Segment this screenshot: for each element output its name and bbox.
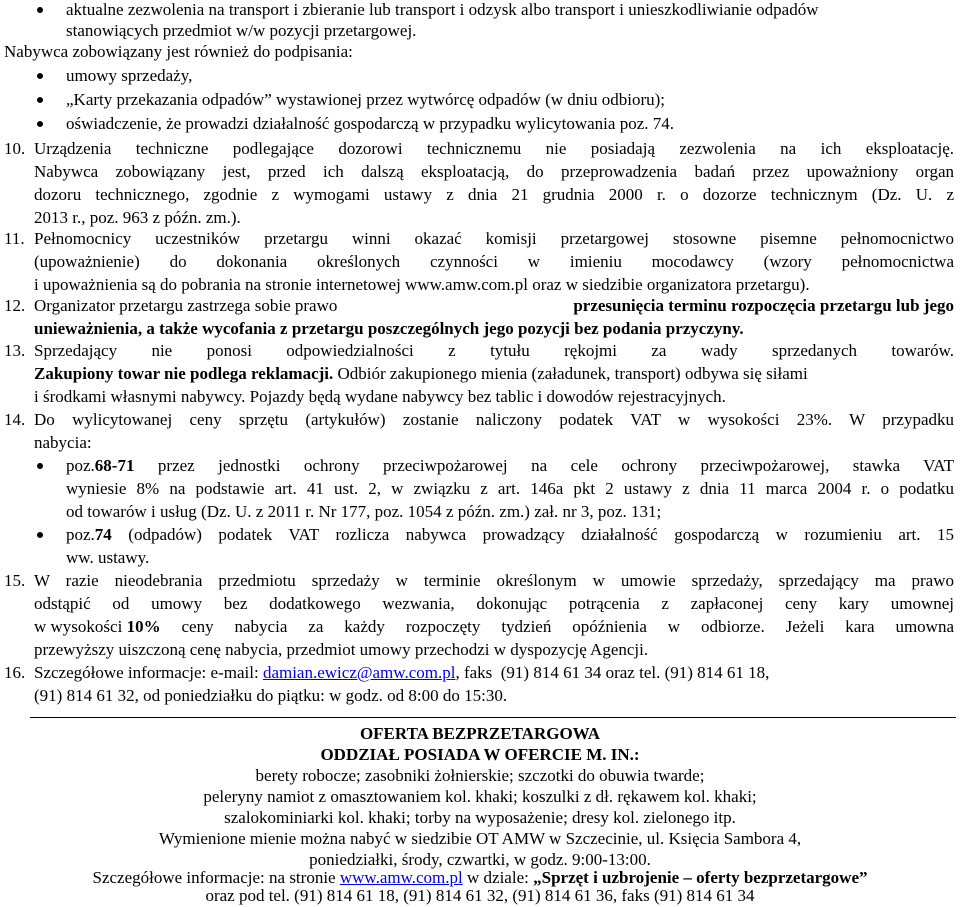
footer-subtitle: ODDZIAŁ POSIADA W OFERCIE M. IN.: xyxy=(320,745,640,764)
bullet-icon xyxy=(37,463,43,469)
vat-item-line xyxy=(66,456,954,477)
paragraph-number: 14. xyxy=(4,410,26,429)
paragraph-10-line: dozoru technicznego, zgodnie z wymogami ustawy z dnia 21 grudnia 2000 r. o dozorze technicznym (Dz. U. z xyxy=(34,185,954,204)
paragraph-11-line: i upoważnienia są do pobrania na stronie internetowej www.amw.com.pl oraz w siedzibie organizatora przetargu). xyxy=(34,275,810,294)
paragraph-16-line: (91) 814 61 32, od poniedziałku do piątku: w godz. od 8:00 do 15:30. xyxy=(34,686,508,705)
intro-text: Nabywca zobowiązany jest również do podpisania: xyxy=(4,42,353,61)
paragraph-13-line: i środkami własnymi nabywcy. Pojazdy będą wydane nabywcy bez tablic i dowodów rejestracyjnych. xyxy=(34,387,726,406)
paragraph-13-text: Odbiór zakupionego mienia (załadunek, transport) odbywa się siłami xyxy=(333,364,808,383)
bullet-text: aktualne zezwolenia na transport i zbieranie lub transport i odzysk albo transport i unieszkodliwianie odpadów xyxy=(66,0,819,19)
paragraph-16-line xyxy=(34,663,769,684)
paragraph-10-line: Urządzenia techniczne podlegające dozorowi technicznemu nie posiadają zezwolenia na ich eksploatację. xyxy=(34,139,954,158)
no-complaints-notice: Zakupiony towar nie podlega reklamacji. xyxy=(34,364,334,383)
vat-item-positions: 74 xyxy=(94,525,112,544)
paragraph-12-emphasis-line: unieważnienia, a także wycofania z przetargu poszczególnych jego pozycji bez podania przyczyny. xyxy=(34,319,744,338)
paragraph-12-text: Organizator przetargu zastrzega sobie prawo xyxy=(34,296,338,315)
footer-info-text: w dziale: xyxy=(462,868,534,887)
footer-title: OFERTA BEZPRZETARGOWA xyxy=(359,724,601,743)
paragraph-15-text: w wysokości xyxy=(34,617,127,636)
footer-hours: poniedziałki, środy, czwartki, w godz. 9:00-13:00. xyxy=(309,850,651,869)
paragraph-14-line: nabycia: xyxy=(34,433,92,452)
paragraph-13-line: Sprzedający nie ponosi odpowiedzialności z tytułu rękojmi za wady sprzedanych towarów. xyxy=(34,341,954,360)
vat-item-text: poz. xyxy=(66,525,95,544)
footer-section-name: „Sprzęt i uzbrojenie – oferty bezprzetargowe” xyxy=(533,868,868,887)
document-item: umowy sprzedaży, xyxy=(66,66,193,85)
bullet-icon xyxy=(37,97,43,103)
document-item: „Karty przekazania odpadów” wystawionej przez wytwórcę odpadów (w dniu odbioru); xyxy=(66,90,666,109)
footer-location: Wymienione mienie można nabyć w siedzibie OT AMW w Szczecinie, ul. Księcia Sambora 4, xyxy=(158,829,802,848)
vat-item-line: wyniesie 8% na podstawie art. 41 ust. 2, w związku z art. 146a pkt 2 ustawy z dnia 11 marca 2004 r. o podatku xyxy=(66,479,954,498)
footer-items: berety robocze; zasobniki żołnierskie; szczotki do obuwia twarde; xyxy=(255,766,705,785)
paragraph-number: 11. xyxy=(4,229,25,248)
paragraph-15-line: W razie nieodebrania przedmiotu sprzedaży w terminie określonym w umowie sprzedaży, sprzedający ma prawo xyxy=(34,571,954,590)
vat-item-text: przez jednostki ochrony przeciwpożarowej na cele ochrony przeciwpożarowej, stawka VAT xyxy=(134,456,954,475)
paragraph-10-line: Nabywca zobowiązany jest, przed ich dalszą eksploatacją, do przeprowadzenia badań przez upoważniony organ xyxy=(34,162,954,181)
bullet-icon xyxy=(37,532,43,538)
section-divider xyxy=(30,717,956,718)
paragraph-15-line: przewyższy uiszczoną cenę nabycia, przedmiot umowy przechodzi w dyspozycję Agencji. xyxy=(34,640,649,659)
vat-item-text: poz. xyxy=(66,456,95,475)
paragraph-11-line: Pełnomocnicy uczestników przetargu winni okazać komisji przetargowej stosowne pisemne pełnomocnictwo xyxy=(34,229,954,248)
paragraph-15-text: ceny nabycia za każdy rozpoczęty tydzień opóźnienia w odbiorze. Jeżeli kara umowna xyxy=(160,617,954,636)
contact-text: Szczegółowe informacje: e-mail: xyxy=(34,663,263,682)
vat-item-line: ww. ustawy. xyxy=(66,548,150,567)
paragraph-12-line xyxy=(34,296,954,317)
paragraph-number: 10. xyxy=(4,139,26,158)
paragraph-15-line xyxy=(34,617,954,638)
footer-phones: oraz pod tel. (91) 814 61 18, (91) 814 61 32, (91) 814 61 36, faks (91) 814 61 34 xyxy=(205,886,755,905)
paragraph-number: 12. xyxy=(4,296,26,315)
vat-item-positions: 68-71 xyxy=(94,456,135,475)
vat-item-text: (odpadów) podatek VAT rozlicza nabywca prowadzący działalność gospodarczą w rozumieniu art. 15 xyxy=(111,525,954,544)
paragraph-number: 13. xyxy=(4,341,26,360)
vat-item-line: od towarów i usług (Dz. U. z 2011 r. Nr 177, poz. 1054 z późn. zm.) zał. nr 3, poz. 131; xyxy=(66,502,662,521)
paragraph-number: 16. xyxy=(4,663,26,682)
bullet-text-continuation: stanowiących przedmiot w/w pozycji przetargowej. xyxy=(66,21,417,40)
email-link[interactable]: damian.ewicz@amw.com.pl xyxy=(262,663,456,682)
bullet-icon xyxy=(37,7,43,13)
footer-info-text: Szczegółowe informacje: na stronie xyxy=(92,868,340,887)
paragraph-12-emphasis: przesunięcia terminu rozpoczęcia przetargu lub jego xyxy=(573,296,954,315)
footer-items: szalokominiarki kol. khaki; torby na wyposażenie; dresy kol. zielonego itp. xyxy=(224,808,736,827)
bullet-icon xyxy=(37,121,43,127)
paragraph-15-line: odstąpić od umowy bez dodatkowego wezwania, dokonując potrącenia z zapłaconej ceny kary umownej xyxy=(34,594,954,613)
penalty-rate: 10% xyxy=(126,617,161,636)
paragraph-14-line: Do wylicytowanej ceny sprzętu (artykułów) zostanie naliczony podatek VAT w wysokości 23%. W przypadku xyxy=(34,410,954,429)
paragraph-10-line: 2013 r., poz. 963 z późn. zm.). xyxy=(34,208,241,227)
footer-items: peleryny namiot z omasztowaniem kol. khaki; koszulki z dł. rękawem kol. khaki; xyxy=(203,787,757,806)
contact-text: , faks (91) 814 61 34 oraz tel. (91) 814 61 18, xyxy=(455,663,770,682)
document-item: oświadczenie, że prowadzi działalność gospodarczą w przypadku wylicytowania poz. 74. xyxy=(66,114,674,133)
paragraph-13-line xyxy=(34,364,808,385)
paragraph-11-line: (upoważnienie) do dokonania określonych czynności w imieniu mocodawcy (wzory pełnomocnictwa xyxy=(34,252,954,271)
vat-item-line xyxy=(66,525,954,546)
bullet-icon xyxy=(37,73,43,79)
paragraph-number: 15. xyxy=(4,571,26,590)
website-link[interactable]: www.amw.com.pl xyxy=(339,868,463,887)
